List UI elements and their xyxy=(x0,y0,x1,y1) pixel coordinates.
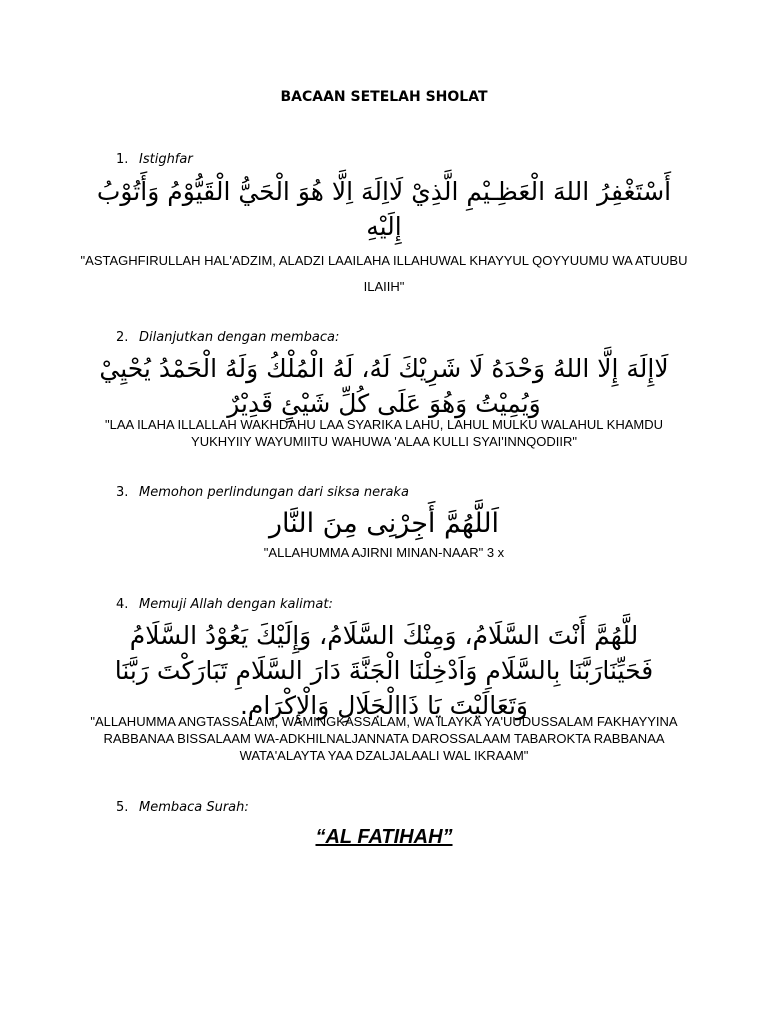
surah-title: “AL FATIHAH” xyxy=(315,826,453,848)
section-3-number: 3. xyxy=(116,485,129,500)
section-1-heading xyxy=(116,152,193,167)
section-4-heading xyxy=(116,597,333,612)
section-4-label: Memuji Allah dengan kalimat: xyxy=(139,597,333,612)
section-2-number: 2. xyxy=(116,330,129,345)
section-3-heading xyxy=(116,485,409,500)
section-2-label: Dilanjutkan dengan membaca: xyxy=(139,330,340,345)
section-3-arabic: اَللَّهُمَّ أَجِرْنِى مِنَ النَّار xyxy=(268,508,500,539)
section-5-label: Membaca Surah: xyxy=(139,800,249,815)
section-1-number: 1. xyxy=(116,152,129,167)
section-5-heading xyxy=(116,800,249,815)
document-title: BACAAN SETELAH SHOLAT xyxy=(280,89,488,105)
section-2-arabic: لَاإِلَهَ إِلَّا اللهُ وَحْدَهُ لَا شَرِيْكَ لَهُ، لَهُ الْمُلْكُ وَلَهُ الْحَمْدُ يُحْيِيْ وَيُمِيْتُ وَهُوَ عَلَى كُلِّ شَيْئٍ قَدِيْرٌ xyxy=(99,354,669,418)
section-1-latin: "ASTAGHFIRULLAH HAL'ADZIM, ALADZI LAAILAHA ILLAHUWAL KHAYYUL QOYYUUMU WA ATUUBU ILAIIH" xyxy=(80,253,688,294)
section-2-heading xyxy=(116,330,339,345)
section-4-arabic: للَّهُمَّ أَنْتَ السَّلَامُ، وَمِنْكَ السَّلَامُ، وَإِلَيْكَ يَعُوْدُ السَّلَامُ فَحَيِّنَارَبَّنَا بِالسَّلَامِ وَاَدْخِلْنَا الْجَنَّةَ دَارَ السَّلَامِ تَبَارَكْتَ رَبَّنَا وَتَعَالَيْتَ يَا ذَاالْجَلَالِ وَالْإِكْرَام. xyxy=(114,621,654,720)
section-2-latin: "LAA ILAHA ILLALLAH WAKHDAHU LAA SYARIKA LAHU, LAHUL MULKU WALAHUL KHAMDU YUKHYIIY WAYUMIITU WAHUWA 'ALAA KULLI SYAI'INNQODIIR" xyxy=(104,417,664,449)
section-4-latin: "ALLAHUMMA ANGTASSALAM, WAMINGKASSALAM, WA ILAYKA YA'UUDUSSALAM FAKHAYYINA RABBANAA BISSALAAM WA-ADKHILNALJANNATA DAROSSALAAM TABAROKTA RABBANAA WATA'ALAYTA YAA DZALJALAALI WAL IKRAAM" xyxy=(90,714,678,763)
section-3-label: Memohon perlindungan dari siksa neraka xyxy=(139,485,409,500)
section-4-number: 4. xyxy=(116,597,129,612)
section-5-number: 5. xyxy=(116,800,129,815)
section-3-latin: "ALLAHUMMA AJIRNI MINAN-NAAR" 3 x xyxy=(263,545,505,560)
section-1-arabic: أَسْتَغْفِرُ اللهَ الْعَظِـيْمِ الَّذِيْ لَااِلَهَ اِلَّا هُوَ الْحَيُّ الْقَيُّوْمُ وَأَتُوْبُ إِلَيْهِ xyxy=(96,177,672,241)
section-1-label: Istighfar xyxy=(139,152,193,167)
